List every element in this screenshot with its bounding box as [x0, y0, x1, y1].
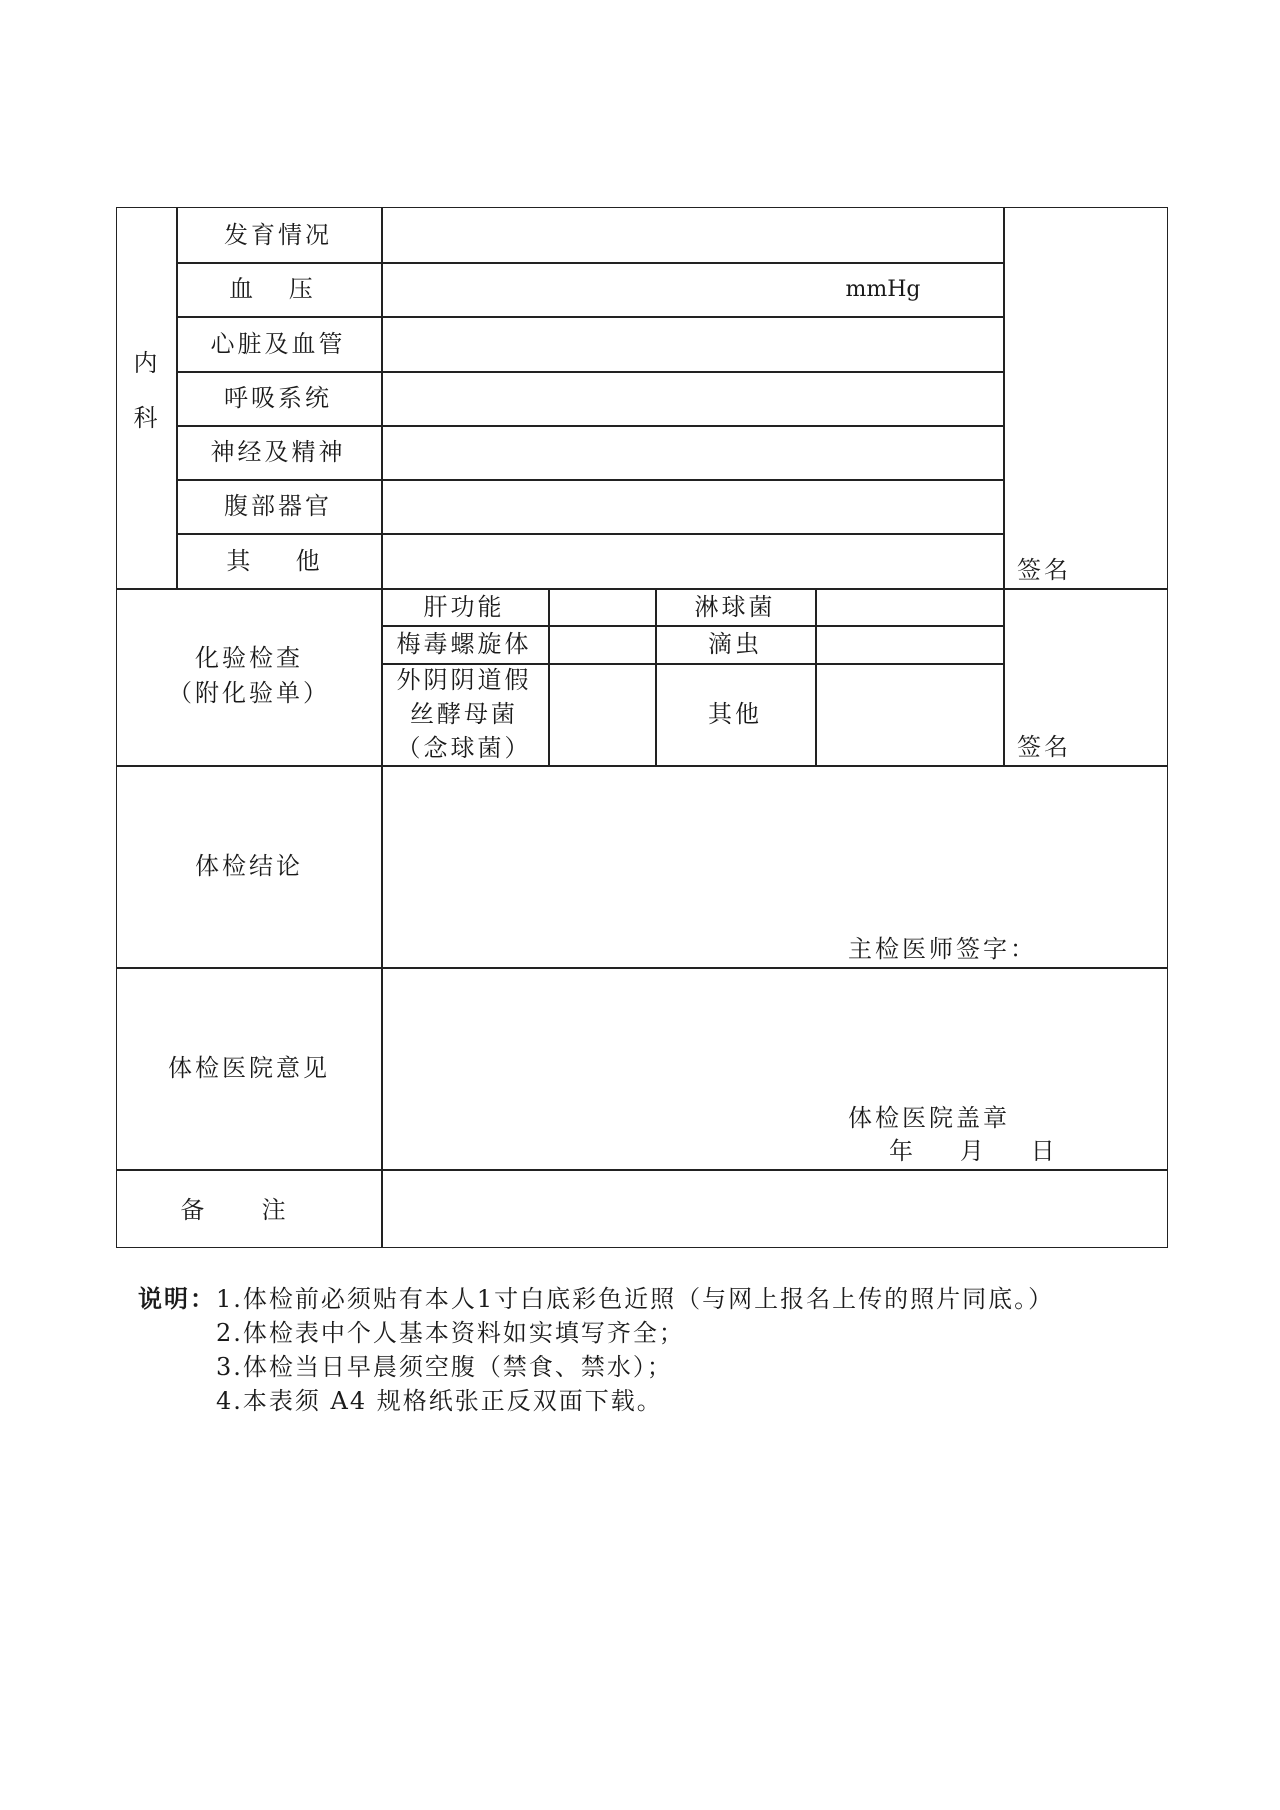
lab-label-syphilis: 梅毒螺旋体	[396, 630, 532, 658]
lab-label-candida-line-1: 外阴阴道假	[396, 666, 532, 694]
divider	[1003, 208, 1005, 765]
instruction-item-2: 2.体检表中个人基本资料如实填写齐全；	[216, 1319, 685, 1347]
lab-label-candida	[397, 663, 532, 765]
divider	[655, 588, 657, 765]
remarks-label: 备 注	[180, 1196, 300, 1224]
conclusion-label: 体检结论	[195, 852, 303, 880]
chief-physician-signature-label: 主检医师签字：	[848, 935, 1037, 963]
row-value-other[interactable]	[383, 535, 1002, 587]
instruction-row-1	[138, 1282, 1054, 1316]
lab-label-trichomonas: 滴虫	[708, 630, 762, 658]
instruction-item-1: 1.体检前必须贴有本人1寸白底彩色近照（与网上报名上传的照片同底。）	[216, 1285, 1055, 1313]
row-value-development[interactable]	[383, 209, 1002, 261]
section-label-internal-medicine-char-2: 科	[133, 404, 161, 432]
remarks-field[interactable]	[383, 1171, 1166, 1247]
hospital-stamp-label: 体检医院盖章	[848, 1104, 1010, 1132]
lab-value-gonococcus[interactable]	[817, 589, 1002, 624]
lab-tests-label-line-1: 化验检查	[195, 644, 303, 672]
section-label-internal-medicine-char-1: 内	[133, 349, 161, 377]
date-label: 年 月 日	[889, 1137, 1061, 1165]
lab-value-candida[interactable]	[550, 665, 654, 764]
row-label-heart-vessels: 心脏及血管	[210, 330, 346, 358]
signature-label-internal-medicine: 签名	[1017, 556, 1071, 584]
lab-value-other[interactable]	[817, 665, 1002, 764]
lab-value-syphilis[interactable]	[550, 627, 654, 662]
divider	[176, 208, 178, 588]
row-value-abdominal[interactable]	[383, 481, 1002, 532]
lab-label-liver-function: 肝功能	[423, 593, 505, 621]
row-label-neuro-mental: 神经及精神	[210, 438, 346, 466]
row-label-respiratory: 呼吸系统	[224, 384, 332, 412]
conclusion-field[interactable]	[383, 767, 1166, 966]
instructions-title: 说明：	[138, 1284, 216, 1313]
blood-pressure-unit: mmHg	[845, 277, 921, 302]
row-label-abdominal: 腹部器官	[224, 492, 332, 520]
instruction-item-4: 4.本表须 A4 规格纸张正反双面下载。	[216, 1387, 663, 1415]
row-value-respiratory[interactable]	[383, 373, 1002, 424]
lab-label-other: 其他	[708, 700, 762, 728]
row-value-heart-vessels[interactable]	[383, 318, 1002, 370]
lab-label-candida-line-3: （念球菌）	[396, 734, 532, 762]
hospital-opinion-label: 体检医院意见	[168, 1054, 330, 1082]
lab-tests-label-line-2: （附化验单）	[168, 679, 330, 707]
instructions	[138, 1282, 1054, 1418]
row-label-development: 发育情况	[224, 221, 332, 249]
instruction-item-3: 3.体检当日早晨须空腹（禁食、禁水）；	[216, 1353, 673, 1381]
lab-value-trichomonas[interactable]	[817, 627, 1002, 662]
lab-label-gonococcus: 淋球菌	[694, 593, 776, 621]
signature-label-lab-tests: 签名	[1017, 733, 1071, 761]
physical-exam-form	[116, 207, 1168, 1248]
lab-label-candida-line-2: 丝酵母菌	[410, 700, 518, 728]
row-label-blood-pressure: 血 压	[229, 275, 327, 303]
row-value-neuro-mental[interactable]	[383, 427, 1002, 478]
row-label-other: 其 他	[226, 547, 330, 575]
section-label-lab-tests	[168, 641, 330, 711]
lab-value-liver-function[interactable]	[550, 589, 654, 624]
